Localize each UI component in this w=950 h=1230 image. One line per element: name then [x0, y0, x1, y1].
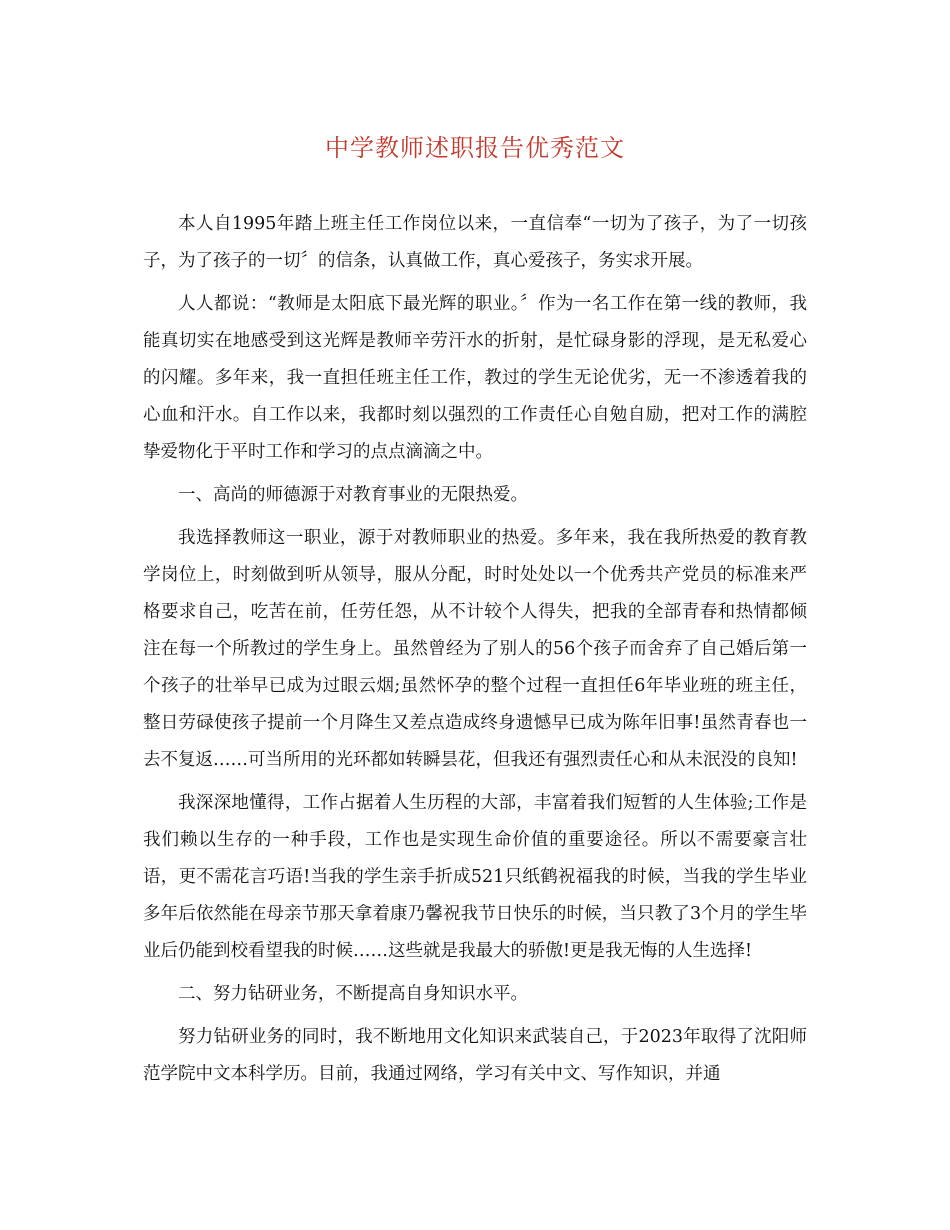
section-heading-1: 一、高尚的师德源于对教育事业的无限热爱。 [178, 485, 528, 505]
paragraph-work-meaning: 我深深地懂得，工作占据着人生历程的大部，丰富着我们短暂的人生体验;工作是我们赖以生存的一种手段，工作也是实现生命价值的重要途径。所以不需要豪言壮语，更不需花言巧语!当我的学生亲手折成521只纸鹤祝福我的时候，当我的学生毕业多年后依然能在母亲节那天拿着康乃馨祝我节日快乐的时候，当只教了3个月的学生毕业后仍能到校看望我的时候……这些就是我最大的骄傲!更是我无悔的人生选择! [143, 793, 807, 961]
document-title: 中学教师述职报告优秀范文 [325, 134, 625, 162]
section-heading-2: 二、努力钻研业务，不断提高自身知识水平。 [178, 984, 528, 1004]
paragraph-career-choice: 我选择教师这一职业，源于对教师职业的热爱。多年来，我在我所热爱的教育教学岗位上，时刻做到听从领导，服从分配，时时处处以一个优秀共产党员的标准来严格要求自己，吃苦在前，任劳任怨，从不计较个人得失，把我的全部青春和热情都倾注在每一个所教过的学生身上。虽然曾经为了别人的56个孩子而舍弃了自己婚后第一个孩子的壮举早已成为过眼云烟;虽然怀孕的整个过程一直担任6年毕业班的班主任，整日劳碌使孩子提前一个月降生又差点造成终身遗憾早已成为陈年旧事!虽然青春也一去不复返……可当所用的光环都如转瞬昙花，但我还有强烈责任心和从未泯没的良知! [143, 528, 807, 770]
paragraph-intro: 本人自1995年踏上班主任工作岗位以来，一直信奉“一切为了孩子，为了一切孩子，为了孩子的一切〞的信条，认真做工作，真心爱孩子，务实求开展。 [143, 214, 807, 271]
paragraph-profession: 人人都说：“教师是太阳底下最光辉的职业。〞作为一名工作在第一线的教师，我能真切实在地感受到这光辉是教师辛劳汗水的折射，是忙碌身影的浮现，是无私爱心的闪耀。多年来，我一直担任班主任工作，教过的学生无论优劣，无一不渗透着我的心血和汗水。自工作以来，我都时刻以强烈的工作责任心自勉自励，把对工作的满腔挚爱物化于平时工作和学习的点点滴滴之中。 [143, 294, 807, 462]
paragraph-study: 努力钻研业务的同时，我不断地用文化知识来武装自己，于2023年取得了沈阳师范学院中文本科学历。目前，我通过网络，学习有关中文、写作知识，并通 [143, 1027, 807, 1084]
document-body [143, 206, 807, 1099]
